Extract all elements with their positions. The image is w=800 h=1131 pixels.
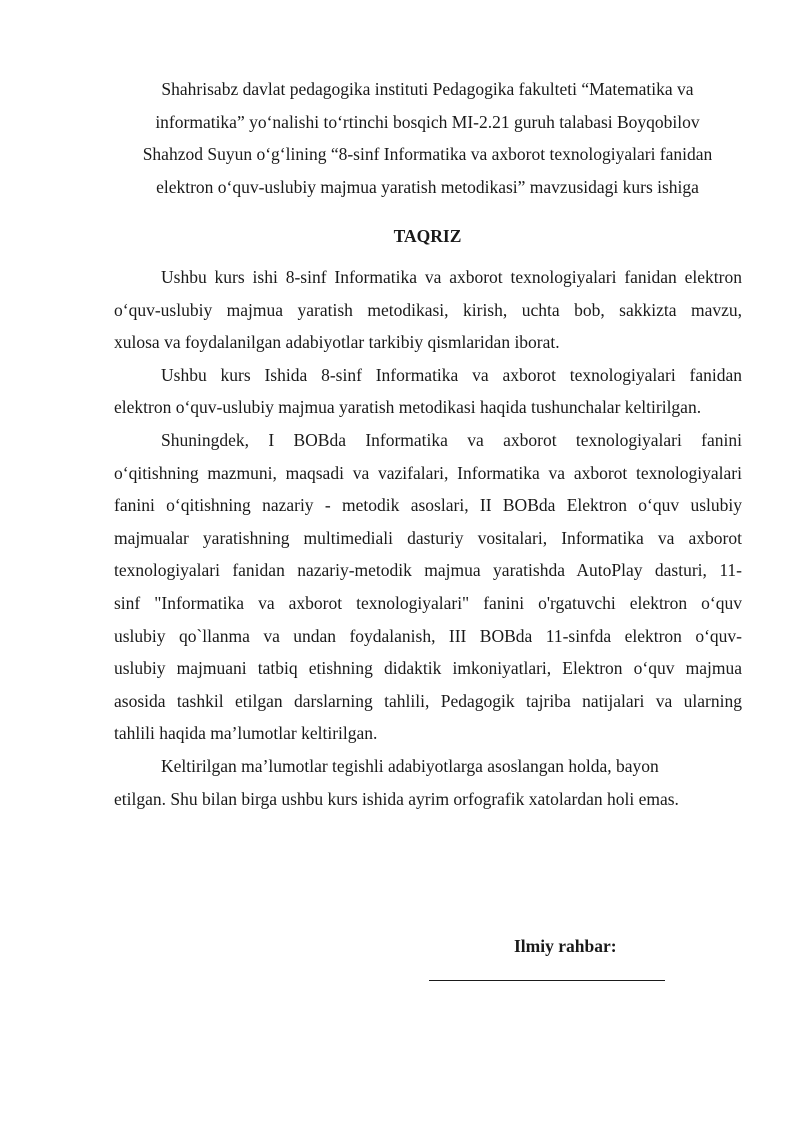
document-title: TAQRIZ: [393, 226, 462, 246]
paragraph-line: o‘quv-uslubiy majmua yaratish metodikasi, kirish, uchta bob, sakkizta mavzu,: [114, 299, 742, 320]
paragraph-line: etilgan. Shu bilan birga ushbu kurs ishida ayrim orfografik xatolardan holi emas.: [114, 788, 679, 809]
paragraph-line: elektron o‘quv-uslubiy majmua yaratish metodikasi haqida tushunchalar keltirilgan.: [114, 397, 702, 418]
header-line: Shahzod Suyun o‘g‘lining “8-sinf Informatika va axborot texnologiyalari fanidan: [142, 144, 713, 165]
document-body: [114, 261, 742, 815]
paragraph-line: uslubiy qo`llanma va undan foydalanish, III BOBda 11-sinfda elektron o‘quv-: [114, 625, 742, 646]
paragraph: [114, 424, 742, 750]
header-line: elektron o‘quv-uslubiy majmua yaratish metodikasi” mavzusidagi kurs ishiga: [156, 176, 699, 197]
paragraph-line: Ushbu kurs ishi 8-sinf Informatika va axborot texnologiyalari fanidan elektron: [161, 267, 742, 287]
paragraph-line: Ushbu kurs Ishida 8-sinf Informatika va axborot texnologiyalari fanidan: [161, 364, 742, 385]
paragraph-line: asosida tashkil etilgan darslarning tahlili, Pedagogik tajriba natijalari va ularning: [114, 690, 742, 711]
paragraph-line: texnologiyalari fanidan nazariy-metodik majmua yaratishda AutoPlay dasturi, 11-: [114, 560, 742, 581]
paragraph: [114, 750, 742, 815]
document-header: [110, 73, 745, 203]
paragraph-line: uslubiy majmuani tatbiq etishning didaktik imkoniyatlari, Elektron o‘quv majmua: [114, 658, 742, 679]
paragraph-line: Keltirilgan ma’lumotlar tegishli adabiyotlarga asoslangan holda, bayon: [161, 755, 659, 776]
paragraph-line: fanini o‘qitishning nazariy - metodik asoslari, II BOBda Elektron o‘quv uslubiy: [114, 495, 742, 516]
paragraph-line: o‘qitishning mazmuni, maqsadi va vazifalari, Informatika va axborot texnologiyalari: [114, 462, 742, 483]
paragraph-line: tahlili haqida ma’lumotlar keltirilgan.: [114, 723, 378, 744]
paragraph: [114, 261, 742, 359]
supervisor-label: Ilmiy rahbar:: [514, 936, 617, 956]
paragraph: [114, 359, 742, 424]
header-line: Shahrisabz davlat pedagogika instituti Pedagogika fakulteti “Matematika va: [161, 79, 694, 99]
paragraph-line: majmualar yaratishning multimediali dasturiy vositalari, Informatika va axborot: [114, 527, 742, 548]
signature-line: [429, 980, 665, 981]
paragraph-line: sinf "Informatika va axborot texnologiyalari" fanini o'rgatuvchi elektron o‘quv: [114, 592, 742, 613]
header-line: informatika” yo‘nalishi to‘rtinchi bosqich MI-2.21 guruh talabasi Boyqobilov: [155, 111, 700, 132]
paragraph-line: Shuningdek, I BOBda Informatika va axborot texnologiyalari fanini: [161, 429, 742, 450]
paragraph-line: xulosa va foydalanilgan adabiyotlar tarkibiy qismlaridan iborat.: [114, 332, 560, 353]
